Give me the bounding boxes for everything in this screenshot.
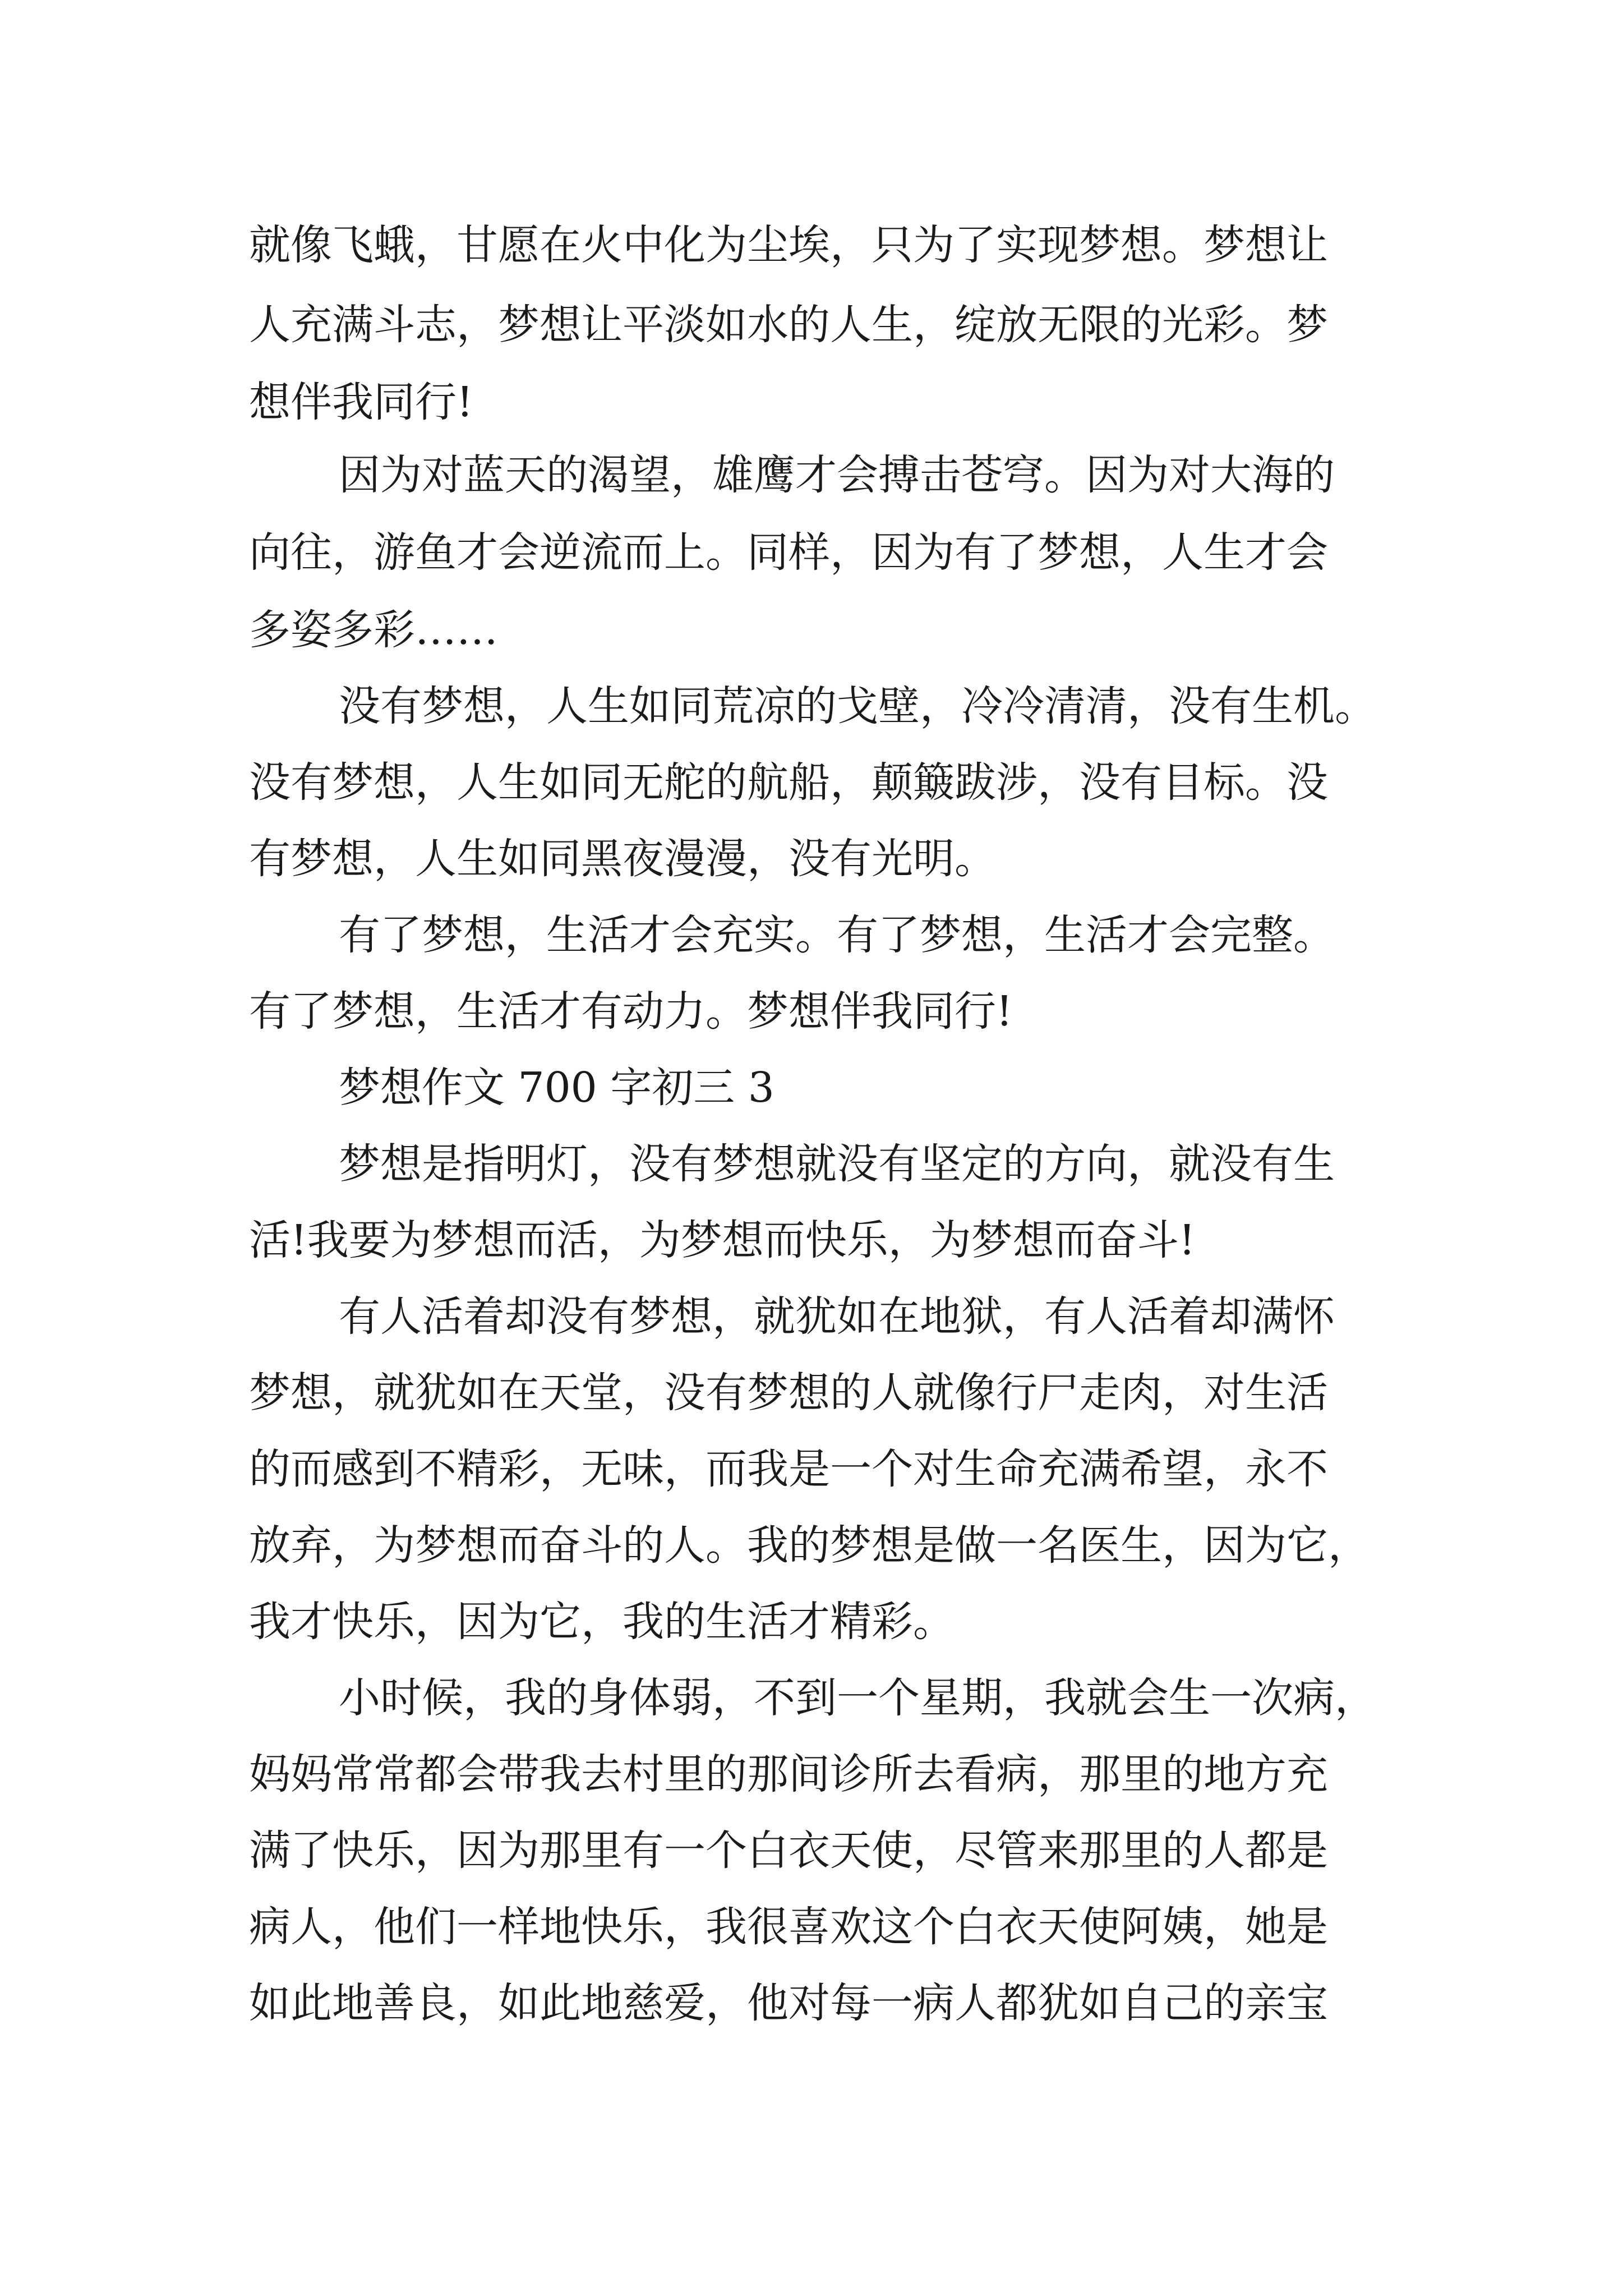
paragraph-start-line: 因为对蓝天的渴望，雄鹰才会搏击苍穹。因为对大海的 — [339, 451, 1335, 499]
text-line: 如此地善良，如此地慈爱，他对每一病人都犹如自己的亲宝 — [249, 1979, 1328, 2027]
text-line: 就像飞蛾，甘愿在火中化为尘埃，只为了实现梦想。梦想让 — [249, 221, 1328, 269]
text-line: 妈妈常常都会带我去村里的那间诊所去看病，那里的地方充 — [249, 1750, 1328, 1798]
paragraph-start-line: 没有梦想，人生如同荒凉的戈壁，冷冷清清，没有生机。 — [339, 682, 1376, 730]
text-line: 有了梦想，生活才有动力。梦想伴我同行! — [249, 987, 1013, 1036]
paragraph-start-line: 小时候，我的身体弱，不到一个星期，我就会生一次病， — [339, 1674, 1376, 1722]
text-line: 人充满斗志，梦想让平淡如水的人生，绽放无限的光彩。梦 — [249, 301, 1328, 349]
text-line: 想伴我同行! — [249, 378, 473, 426]
paragraph-start-line: 梦想是指明灯，没有梦想就没有坚定的方向，就没有生 — [339, 1140, 1335, 1188]
paragraph-start-line: 有人活着却没有梦想，就犹如在地狱，有人活着却满怀 — [339, 1292, 1335, 1341]
text-line: 向往，游鱼才会逆流而上。同样，因为有了梦想，人生才会 — [249, 528, 1328, 577]
text-line: 多姿多彩…… — [249, 606, 498, 654]
section-heading: 梦想作文 700 字初三 3 — [339, 1064, 774, 1112]
text-line: 梦想，就犹如在天堂，没有梦想的人就像行尸走肉，对生活 — [249, 1369, 1328, 1417]
text-line: 病人，他们一样地快乐，我很喜欢这个白衣天使阿姨，她是 — [249, 1903, 1328, 1951]
text-line: 活!我要为梦想而活，为梦想而快乐，为梦想而奋斗! — [249, 1216, 1196, 1264]
text-line: 没有梦想，人生如同无舵的航船，颠簸跋涉，没有目标。没 — [249, 758, 1328, 807]
text-line: 放弃，为梦想而奋斗的人。我的梦想是做一名医生，因为它， — [249, 1521, 1370, 1570]
text-line: 有梦想，人生如同黑夜漫漫，没有光明。 — [249, 835, 996, 883]
text-line: 满了快乐，因为那里有一个白衣天使，尽管来那里的人都是 — [249, 1826, 1328, 1875]
paragraph-start-line: 有了梦想，生活才会充实。有了梦想，生活才会完整。 — [339, 911, 1335, 959]
text-line: 我才快乐，因为它，我的生活才精彩。 — [249, 1598, 955, 1646]
text-line: 的而感到不精彩，无味，而我是一个对生命充满希望，永不 — [249, 1445, 1328, 1493]
